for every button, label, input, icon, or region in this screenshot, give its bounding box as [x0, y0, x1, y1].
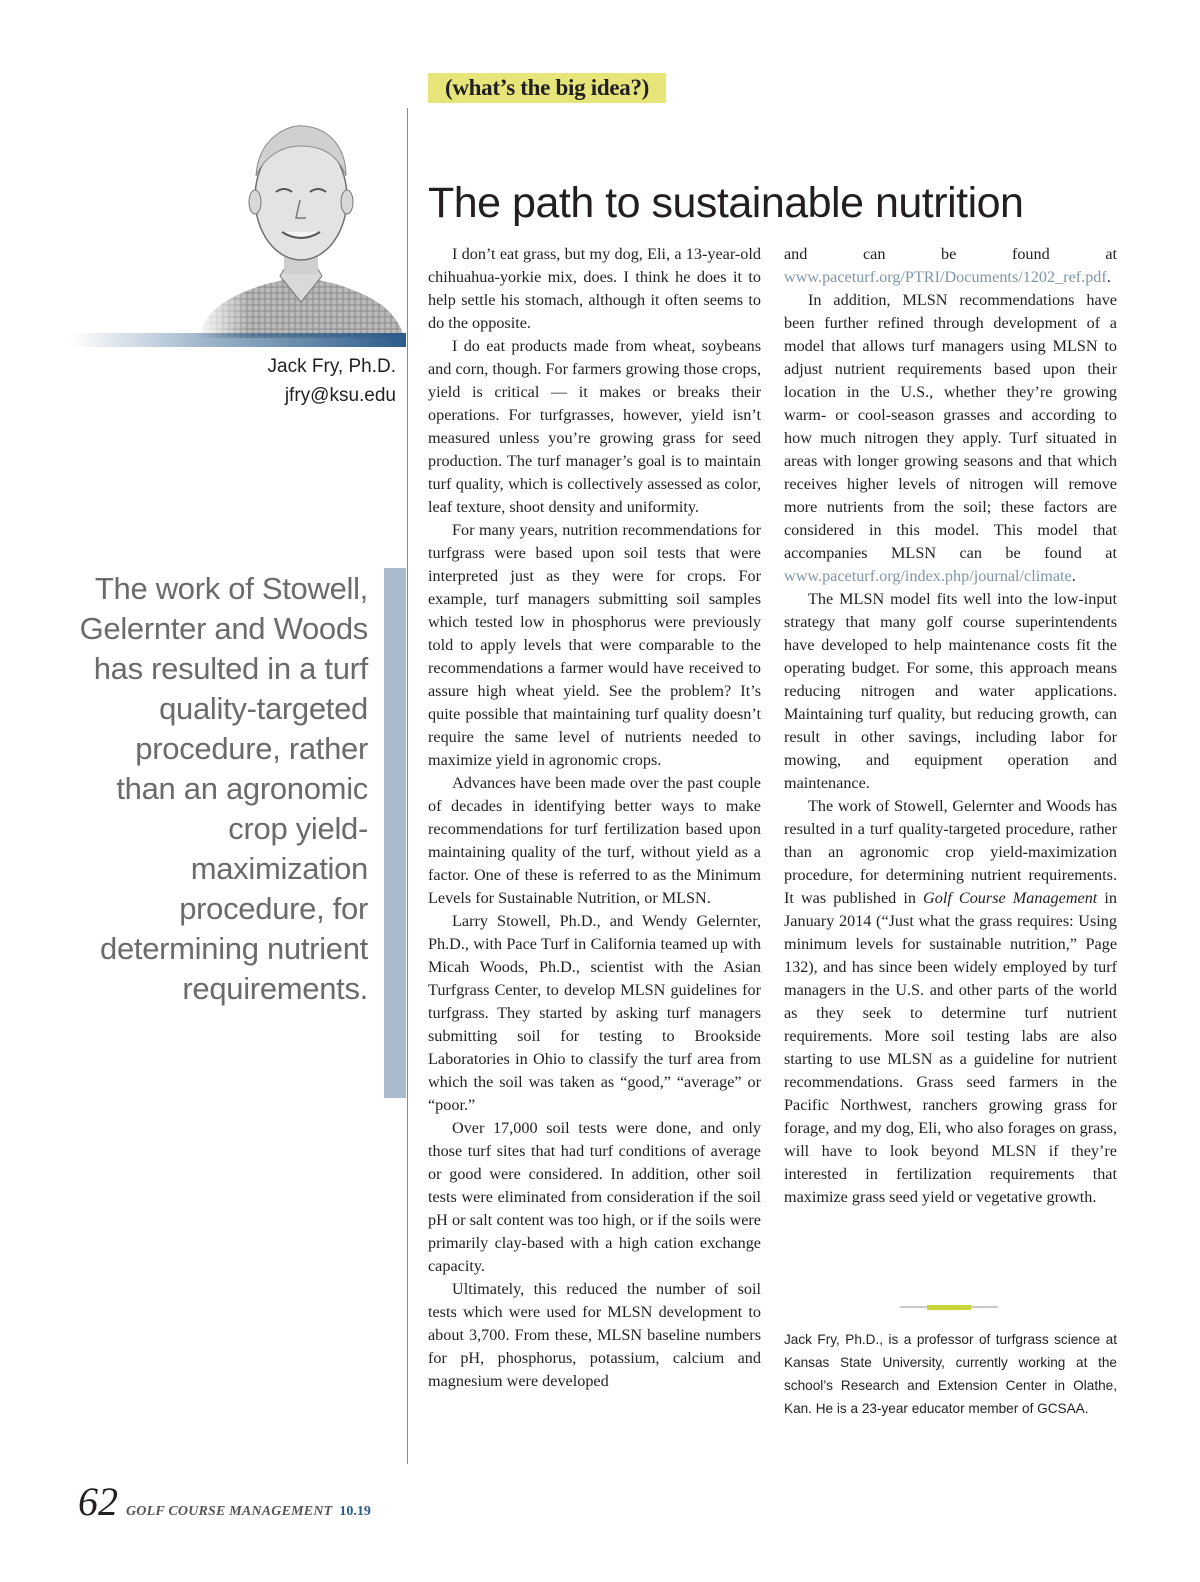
- paragraph: [784, 243, 1117, 289]
- issue-date: 10.19: [339, 1504, 371, 1519]
- author-email-link[interactable]: jfry@ksu.edu: [284, 385, 396, 406]
- pull-quote: The work of Stowell, Gelernter and Woods has resulted in a turf quality-targeted procedure, rather than an agronomic crop yield-maximization procedure, for determining nutrient requirements.: [79, 571, 368, 1006]
- paragraph: I do eat products made from wheat, soybeans and corn, though. For farmers growing those crops, yield is critical — it makes or breaks their operations. For turfgrasses, however, yield isn’t measured unless you’re growing grass for seed production. The turf manager’s goal is to maintain turf quality, which is collectively assessed as color, leaf texture, shoot density and uniformity.: [428, 337, 761, 516]
- magazine-name: GOLF COURSE MANAGEMENT: [126, 1504, 333, 1519]
- text: and can be found at: [784, 245, 1117, 263]
- paragraph: Ultimately, this reduced the number of soil tests which were used for MLSN development to about 3,700. From these, MLSN baseline numbers for pH, phosphorus, potassium, calcium and magnesium were developed: [428, 1280, 761, 1390]
- text: in January 2014 (“Just what the grass requires: Using minimum levels for sustainable nutrition,” Page 132), and has since been widely employed by turf managers in the U.S. and other parts of the world as they seek to determine turf nutrient requirements. More soil testing labs are also starting to use MLSN as a guideline for nutrient recommendations. Grass seed farmers in the Pacific Northwest, ranchers growing grass for forage, and my dog, Eli, who also forages on grass, will have to look beyond MLSN if they’re interested in fertilization requirements that maximize grass seed yield or vegetative growth.: [784, 889, 1118, 1206]
- paragraph: Over 17,000 soil tests were done, and only those turf sites that had turf conditions of average or good were considered. In addition, other soil tests were eliminated from consideration if the soil pH or salt content was too high, or if the soils were primarily clay-based with a high cation exchange capacity.: [428, 1119, 761, 1275]
- section-kicker: (what’s the big idea?): [428, 73, 666, 103]
- article-column-1: [428, 243, 761, 1393]
- column-divider: [407, 108, 408, 1464]
- article-column-2: [784, 243, 1117, 1209]
- pull-quote-bar: [384, 568, 406, 1098]
- paragraph: [784, 795, 1117, 1209]
- text: In addition, MLSN recommendations have been further refined through development of a model that allows turf managers using MLSN to adjust nutrient requirements based upon their location in the U.S., whether they’re growing warm- or cool-season grasses and according to how much nitrogen they apply. Turf situated in areas with longer growing seasons and that which receives higher levels of nitrogen will remove more nutrients from the soil; these factors are considered in this model. This model that accompanies MLSN can be found at: [784, 291, 1117, 562]
- paragraph: Advances have been made over the past couple of decades in identifying better ways to make recommendations for turf fertilization based upon maintaining quality of the turf, without yield as a factor. One of these is referred to as the Minimum Levels for Sustainable Nutrition, or MLSN.: [428, 774, 761, 907]
- page-number: 62: [78, 1479, 118, 1524]
- author-bio: Jack Fry, Ph.D., is a professor of turfgrass science at Kansas State University, currently working at the school’s Research and Extension Center in Olathe, Kan. He is a 23-year educator member of GCSAA.: [784, 1332, 1117, 1416]
- page-footer: [78, 1478, 371, 1524]
- paragraph: The MLSN model fits well into the low-input strategy that many golf course superintendents have developed to help maintenance costs fit the operating budget. For some, this approach means reducing nitrogen and water applications. Maintaining turf quality, but reducing growth, can result in other savings, including labor for mowing, and equipment operation and maintenance.: [784, 590, 1117, 792]
- author-portrait: [196, 116, 406, 338]
- end-of-article-accent: [927, 1305, 971, 1310]
- author-name: Jack Fry, Ph.D.: [267, 356, 396, 377]
- paragraph: Larry Stowell, Ph.D., and Wendy Gelernter, Ph.D., with Pace Turf in California teamed up with Micah Woods, Ph.D., scientist with the Asian Turfgrass Center, to develop MLSN guidelines for turfgrass. They started by asking turf managers submitting soil for testing to Brookside Laboratories in Ohio to classify the turf area from which the soil was taken as “good,” “average” or “poor.”: [428, 912, 761, 1114]
- text: .: [1106, 268, 1111, 286]
- text: The work of Stowell, Gelernter and Woods has resulted in a turf quality-targeted procedure, rather than an agronomic crop yield-maximization procedure, for determining nutrient requirements. It was published in: [784, 797, 1117, 907]
- journal-title: Golf Course Management: [923, 889, 1098, 907]
- paceturf-climate-link[interactable]: www.paceturf.org/index.php/journal/climate: [784, 567, 1072, 585]
- text: .: [1071, 567, 1076, 585]
- paragraph: [784, 289, 1117, 588]
- paceturf-reference-link[interactable]: www.paceturf.org/PTRI/Documents/1202_ref.pdf: [784, 268, 1107, 286]
- author-accent-bar: [70, 333, 406, 347]
- paragraph: For many years, nutrition recommendations for turfgrass were based upon soil tests that were interpreted just as they were for crops. For example, turf managers submitting soil samples which tested low in phosphorus were previously told to apply levels that were comparable to the recommendations a farmer would have received to assure high wheat yield. See the problem? It’s quite possible that maintaining turf quality doesn’t require the same level of nutrients needed to maximize yield in agronomic crops.: [428, 521, 761, 769]
- paragraph: I don’t eat grass, but my dog, Eli, a 13-year-old chihuahua-yorkie mix, does. I think he does it to help settle his stomach, although it often seems to do the opposite.: [428, 245, 761, 332]
- article-title: The path to sustainable nutrition: [428, 179, 1024, 227]
